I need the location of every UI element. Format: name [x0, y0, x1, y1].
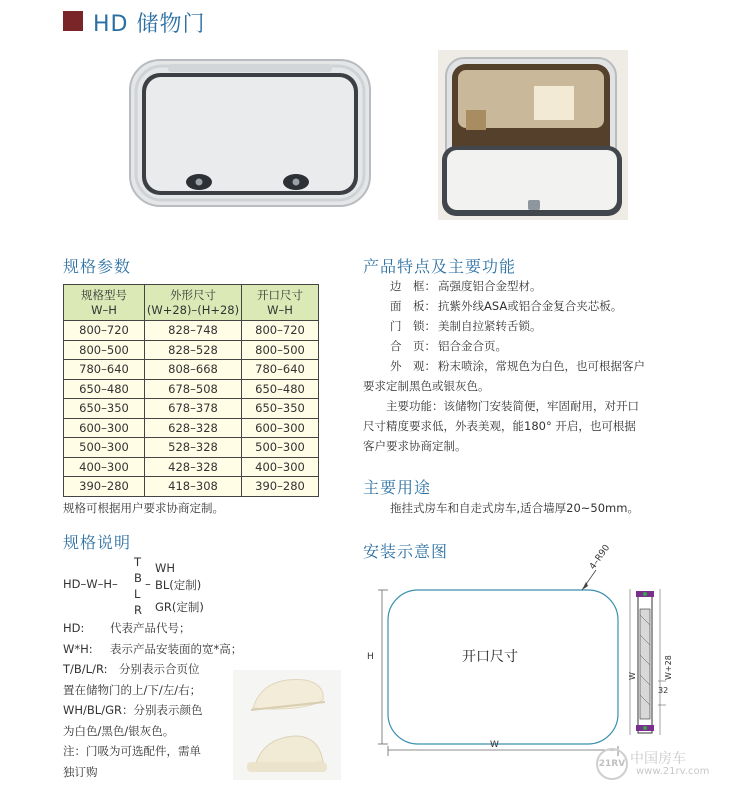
title-marker	[63, 11, 83, 31]
color-bl: BL(定制)	[155, 578, 202, 592]
position-l: L	[134, 587, 141, 601]
table-row: 800–500 828–528 800–500	[64, 340, 319, 360]
radius-label: 4–R90	[588, 543, 613, 572]
model-code-prefix: HD–W–H–	[63, 577, 118, 591]
feature-panel: 面 板： 抗紫外线ASA或铝合金复合夹芯板。	[390, 299, 623, 313]
model-code-diagram	[63, 555, 243, 615]
side-w-label: W	[628, 672, 637, 680]
feature-appearance: 外 观： 粉末喷涂，常规色为白色，也可根据客户	[390, 359, 645, 373]
table-row: 780–640 808–668 780–640	[64, 360, 319, 380]
position-r: R	[134, 603, 142, 617]
table-row: 600–300 628–328 600–300	[64, 418, 319, 438]
features-list	[390, 276, 645, 376]
page-title: HD 储物门	[93, 12, 206, 37]
spec-table	[63, 284, 319, 497]
table-row: 500–300 528–328 500–300	[64, 438, 319, 458]
watermark-logo-icon: 21RV	[596, 748, 628, 780]
spec-note: 规格可根据用户要求协商定制。	[63, 501, 224, 515]
latch-right-icon	[283, 174, 309, 190]
opening-size-label: 开口尺寸	[462, 649, 518, 665]
table-row: 400–300 428–328 400–300	[64, 457, 319, 477]
note-wh: W*H: 表示产品安装面的宽*高；	[63, 641, 243, 656]
header-outer-size: 外形尺寸 (W+28)–(H+28)	[145, 285, 242, 321]
usage-section-title: 主要用途	[363, 478, 432, 497]
header-model: 规格型号 W–H	[64, 285, 145, 321]
table-row: 800–720 828–748 800–720	[64, 321, 319, 341]
specs-section-title: 规格参数	[63, 257, 132, 276]
product-photo-open	[438, 50, 628, 220]
features-paragraph: 要求定制黑色或银灰色。 主要功能：该储物门安装简便，牢固耐用，对开口 尺寸精度要求低，外表美观，能180° 开启，也可根据 客户要求协商定制。	[363, 379, 639, 453]
features-section-title: 产品特点及主要功能	[363, 257, 517, 276]
position-b: B	[134, 571, 142, 585]
color-gr: GR(定制)	[155, 600, 204, 614]
model-section-title: 规格说明	[63, 533, 132, 552]
model-notes-paragraph: T/B/L/R: 分别表示合页位 置在储物门的上/下/左/右； WH/BL/GR：分别表示颜色 为白色/黑色/银灰色。 注：门吸为可选配件，需单 独订购	[63, 662, 203, 779]
product-photo-closed	[128, 58, 372, 208]
side-dim-label: 32	[658, 686, 669, 695]
watermark	[596, 748, 726, 778]
watermark-url: www.21rv.com	[636, 766, 710, 777]
color-wh: WH	[155, 561, 176, 575]
install-side-view	[620, 585, 670, 745]
feature-lock: 门 锁： 美制自拉紧转舌锁。	[390, 319, 542, 333]
usage-text: 拖挂式房车和自走式房车,适合墙厚20~50mm。	[390, 501, 639, 515]
model-notes	[63, 618, 323, 659]
table-header-row	[64, 285, 319, 321]
table-row: 390–280 418–308 390–280	[64, 477, 319, 497]
latch-left-icon	[186, 174, 212, 190]
feature-hinge: 合 页： 铝合金合页。	[390, 339, 507, 353]
model-code-dash: –	[145, 577, 151, 591]
watermark-brand: 中国房车	[630, 751, 686, 767]
position-t: T	[134, 555, 142, 569]
note-hd: HD: 代表产品代号；	[63, 621, 191, 635]
door-stopper-photo	[233, 670, 341, 780]
install-section-title: 安装示意图	[363, 542, 449, 561]
table-row: 650–350 678–378 650–350	[64, 399, 319, 419]
side-total-label: W+28	[664, 655, 673, 680]
label-w: W	[490, 740, 499, 750]
feature-frame: 边 框： 高强度铝合金型材。	[390, 279, 542, 293]
table-row: 650–480 678–508 650–480	[64, 379, 319, 399]
header-opening-size: 开口尺寸 W–H	[242, 285, 319, 321]
label-h: H	[367, 652, 374, 662]
